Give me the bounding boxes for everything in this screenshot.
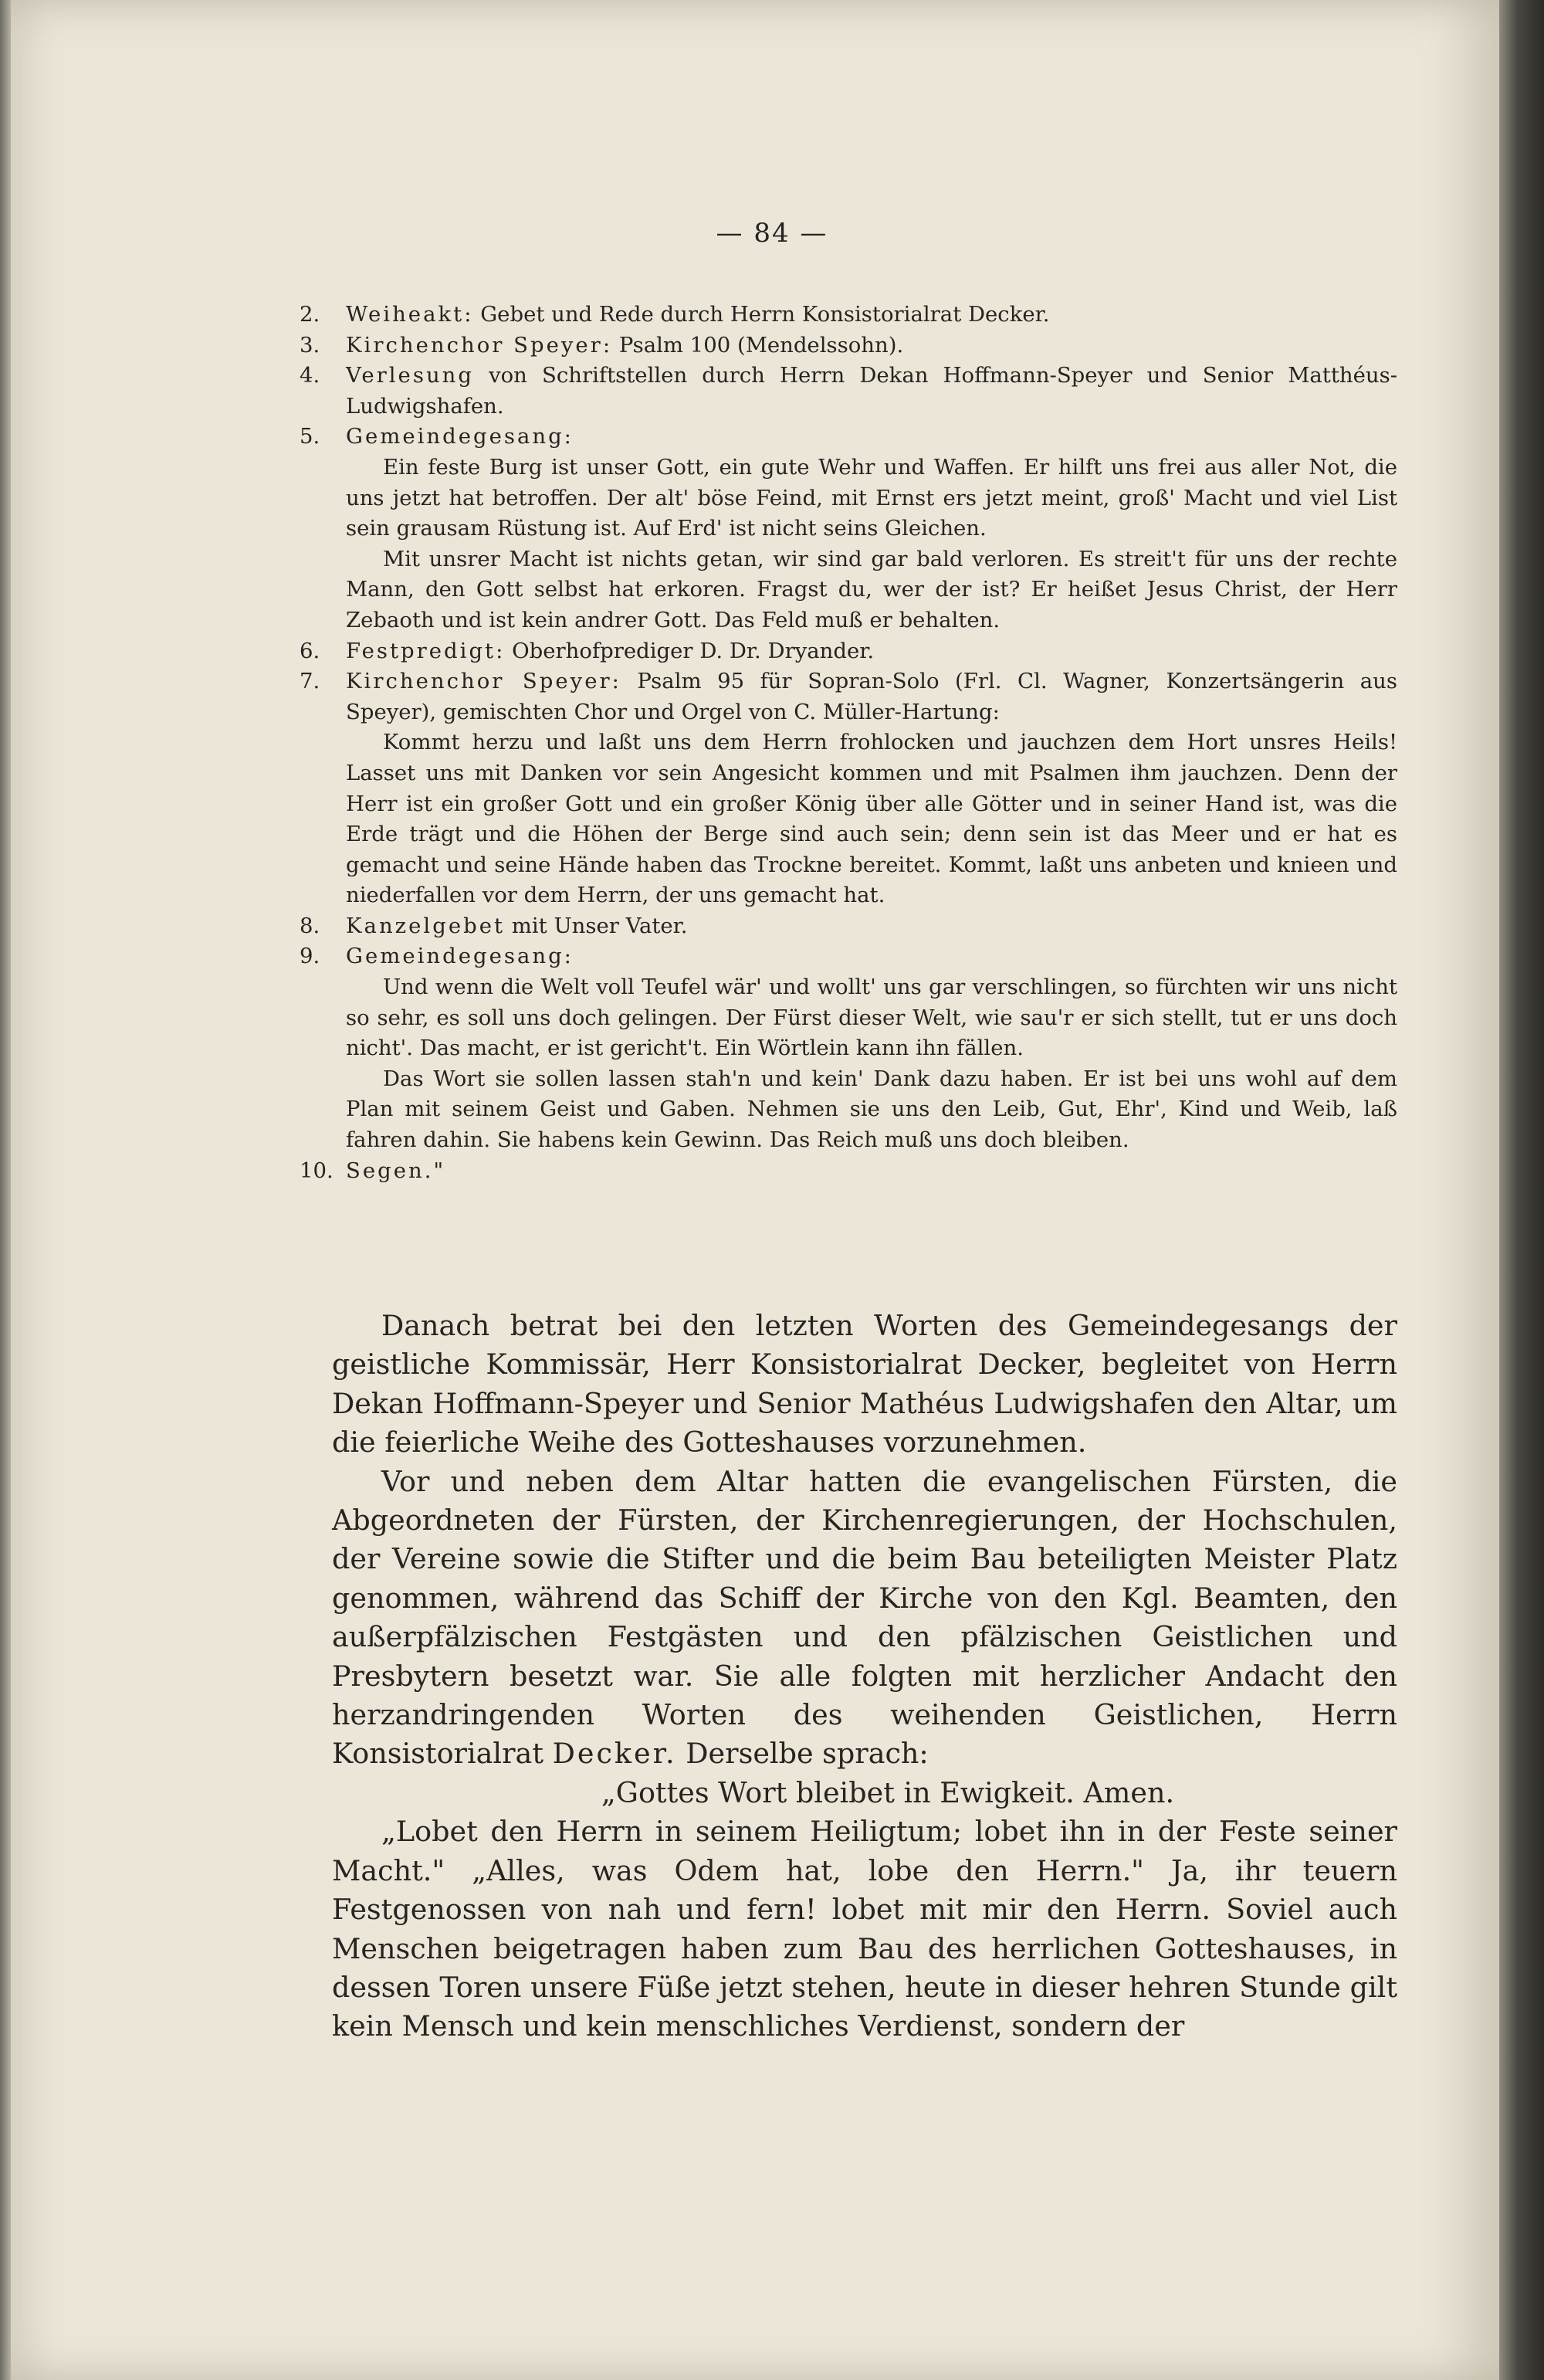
item-text: von Schriftstellen durch Herrn Dekan Hoffmann-Speyer und Senior Matthéus-Ludwigshafen. xyxy=(346,363,1397,419)
item-number: 7. xyxy=(300,669,320,694)
item-text: Gebet und Rede durch Herrn Konsistorialrat Decker. xyxy=(480,302,1050,327)
program-item xyxy=(300,666,1397,727)
psalm-text: Kommt herzu und laßt uns dem Herrn frohlocken und jauchzen dem Hort unsres Heils! Lasset uns mit Danken vor sein Angesicht kommen und mit Psalmen ihm jauchzen. Denn der Herr ist ein großer Gott und ein großer König über alle Götter und in seiner Hand ist, was die Erde trägt und die Höhen der Berge sind auch sein; denn sein ist das Meer und er hat es gemacht und seine Hände haben das Trockne bereitet. Kommt, laßt uns anbeten und knieen und niederfallen vor dem Herrn, der uns gemacht hat. xyxy=(346,730,1397,908)
quote-heading: „Gottes Wort bleibet in Ewigkeit. Amen. xyxy=(601,1775,1175,1809)
hymn-stanza: Ein feste Burg ist unser Gott, ein gute Wehr und Waffen. Er hilft uns frei aus aller Not, die uns jetzt hat betroffen. Der alt' böse Feind, mit Ernst ers jetzt meint, groß' Macht und viel List sein grausam Rüstung ist. Auf Erd' ist nicht seins Gleichen. xyxy=(346,454,1397,541)
item-number: 6. xyxy=(300,638,320,663)
page-edge-left xyxy=(0,0,11,2380)
item-heading: Weiheakt: xyxy=(346,302,474,327)
item-text: Psalm 100 (Mendelssohn). xyxy=(618,332,904,358)
hymn-stanza: Und wenn die Welt voll Teufel wär' und wollt' uns gar verschlingen, so fürchten wir uns nicht so sehr, es soll uns doch gelingen. Der Fürst dieser Welt, wie sau'r er sich stellt, tut er uns doch nicht'. Das macht, er ist gericht't. Ein Wörtlein kann ihn fällen. xyxy=(346,975,1397,1061)
item-heading: Kirchenchor Speyer: xyxy=(346,669,621,694)
item-heading: Segen." xyxy=(346,1158,446,1183)
hymn-stanza: Mit unsrer Macht ist nichts getan, wir sind gar bald verloren. Es streit't für uns der rechte Mann, den Gott selbst hat erkoren. Fragst du, wer der ist? Er heißet Jesus Christ, der Herr Zebaoth und ist kein andrer Gott. Das Feld muß er behalten. xyxy=(346,546,1397,632)
program-item xyxy=(300,361,1397,422)
item-text: Psalm 95 für Sopran-Solo (Frl. Cl. Wagner, Konzertsängerin aus Speyer), gemischten Chor und Orgel von C. Müller-Hartung: xyxy=(346,669,1397,724)
item-heading: Festpredigt: xyxy=(346,638,506,663)
paragraph: „Lobet den Herrn in seinem Heiligtum; lobet ihn in der Feste seiner Macht." „Alles, was Odem hat, lobe den Herrn." Ja, ihr teuern Festgenossen von nah und fern! lobet mit mir den Herrn. Soviel auch Menschen beigetragen haben zum Bau des herrlichen Gotteshauses, in dessen Toren unsere Füße jetzt stehen, heute in dieser hehren Stunde gilt kein Mensch und kein menschliches Verdienst, sondern der xyxy=(332,1815,1397,2043)
program-item xyxy=(300,331,1397,361)
program-list xyxy=(300,300,1397,1186)
item-number: 4. xyxy=(300,363,320,388)
item-heading: Verlesung xyxy=(346,363,474,388)
item-heading: Kirchenchor Speyer: xyxy=(346,332,613,358)
paragraph xyxy=(332,1463,1397,1774)
paragraph-text: Vor und neben dem Altar hatten die evangelischen Fürsten, die Abgeordneten der Fürsten, der Kirchenregierungen, der Hochschulen, der Vereine sowie die Stifter und die beim Bau beteiligten Meister Platz genommen, während das Schiff der Kirche von den Kgl. Beamten, den außerpfälzischen Festgästen und den pfälzischen Geistlichen und Presbytern besetzt war. Sie alle folgten mit herzlicher Andacht den herzandringenden Worten des weihenden Geistlichen, Herrn Konsistorialrat xyxy=(332,1464,1397,1771)
paragraph-text: Derselbe sprach: xyxy=(686,1737,929,1771)
hymn-stanza: Das Wort sie sollen lassen stah'n und kein' Dank dazu haben. Er ist bei uns wohl auf dem Plan mit seinem Geist und Gaben. Nehmen sie uns den Leib, Gut, Ehr', Kind und Weib, laß fahren dahin. Sie habens kein Gewinn. Das Reich muß uns doch bleiben. xyxy=(346,1066,1397,1153)
item-text: mit Unser Vater. xyxy=(511,913,688,938)
item-number: 10. xyxy=(300,1158,334,1183)
page-number: — 84 — xyxy=(716,218,828,249)
item-number: 9. xyxy=(300,944,320,969)
page-edge-right xyxy=(1499,0,1544,2380)
item-number: 2. xyxy=(300,302,320,327)
program-item xyxy=(300,911,1397,942)
program-item xyxy=(300,422,1397,453)
item-number: 3. xyxy=(300,332,320,358)
item-number: 5. xyxy=(300,424,320,449)
item-number: 8. xyxy=(300,913,320,938)
item-text: Oberhofprediger D. Dr. Dryander. xyxy=(512,638,875,663)
body-text xyxy=(332,1307,1397,2046)
program-item xyxy=(300,941,1397,972)
item-heading: Gemeindegesang: xyxy=(346,424,574,449)
program-item xyxy=(300,300,1397,331)
paragraph: Danach betrat bei den letzten Worten des Gemeindegesangs der geistliche Kommissär, Herr Konsistorialrat Decker, begleitet von Herrn Dekan Hoffmann-Speyer und Senior Mathéus Ludwigshafen den Altar, um die feierliche Weihe des Gotteshauses vorzunehmen. xyxy=(332,1309,1397,1460)
item-heading: Gemeindegesang: xyxy=(346,944,574,969)
program-item xyxy=(300,1156,1397,1187)
item-heading: Kanzelgebet xyxy=(346,913,506,938)
spaced-name: Decker. xyxy=(552,1737,677,1771)
program-item xyxy=(300,636,1397,667)
